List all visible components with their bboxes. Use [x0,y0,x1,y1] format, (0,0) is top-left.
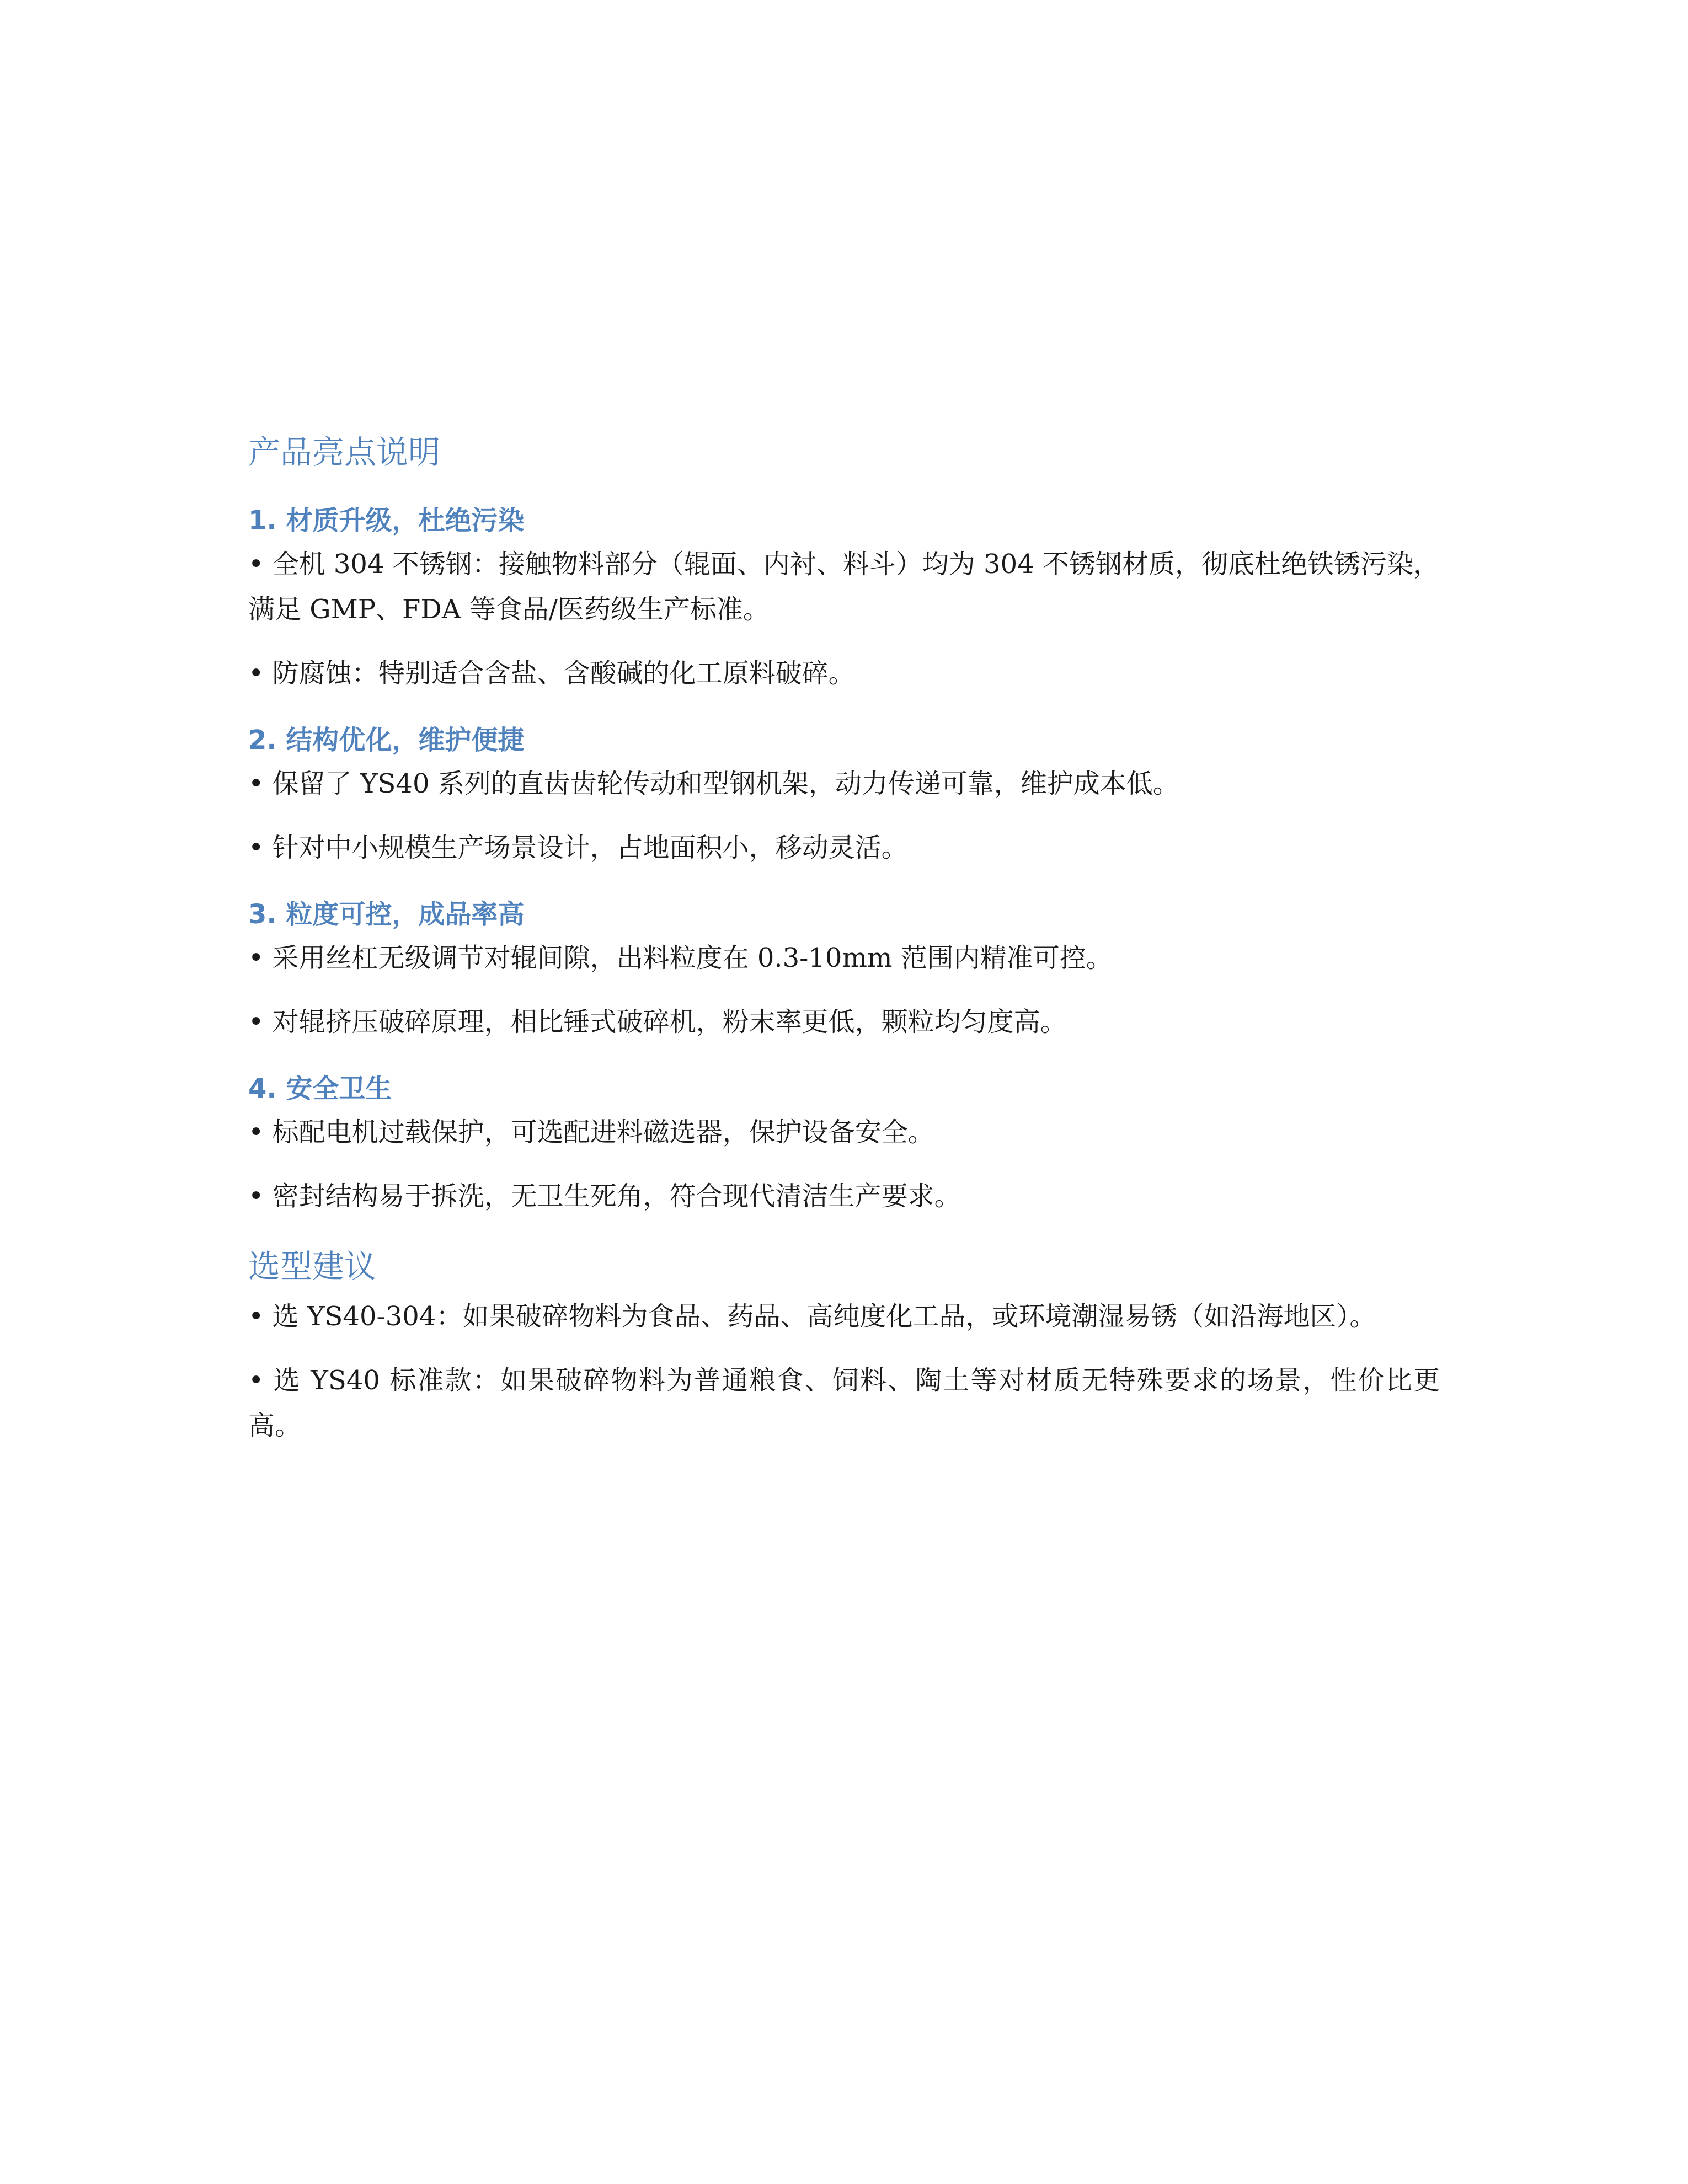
bullet-compact-design: • 针对中小规模生产场景设计，占地面积小，移动灵活。 [248,832,908,863]
bullet-gear-drive: • 保留了 YS40 系列的直齿齿轮传动和型钢机架，动力传递可靠，维护成本低。 [248,768,1179,799]
subsection-heading-safety: 4. 安全卫生 [248,1073,392,1104]
bullet-gap-adjustment: • 采用丝杠无级调节对辊间隙，出料粒度在 0.3-10mm 范围内精准可控。 [248,943,1113,973]
document-page [248,425,1440,1448]
bullet-stainless-steel: • 全机 304 不锈钢：接触物料部分（辊面、内衬、料斗）均为 304 不锈钢材质，彻底杜绝铁锈污染，满足 GMP、FDA 等食品/医药级生产标准。 [248,549,1440,625]
subsection-heading-granularity: 3. 粒度可控，成品率高 [248,899,525,930]
bullet-select-standard: • 选 YS40 标准款：如果破碎物料为普通粮食、饲料、陶土等对材质无特殊要求的场景，性价比更高。 [248,1365,1440,1441]
subsection-heading-structure: 2. 结构优化，维护便捷 [248,725,525,756]
subsection-heading-material: 1. 材质升级，杜绝污染 [248,505,525,536]
section-title-highlights: 产品亮点说明 [248,433,441,471]
bullet-overload-protection: • 标配电机过载保护，可选配进料磁选器，保护设备安全。 [248,1117,934,1148]
bullet-sealed-structure: • 密封结构易于拆洗，无卫生死角，符合现代清洁生产要求。 [248,1181,961,1212]
bullet-anticorrosion: • 防腐蚀：特别适合含盐、含酸碱的化工原料破碎。 [248,658,855,689]
bullet-roller-crushing: • 对辊挤压破碎原理，相比锤式破碎机，粉末率更低，颗粒均匀度高。 [248,1007,1067,1037]
bullet-select-304: • 选 YS40-304：如果破碎物料为食品、药品、高纯度化工品，或环境潮湿易锈（如沿海地区）。 [248,1301,1376,1332]
section-title-selection: 选型建议 [248,1248,377,1285]
